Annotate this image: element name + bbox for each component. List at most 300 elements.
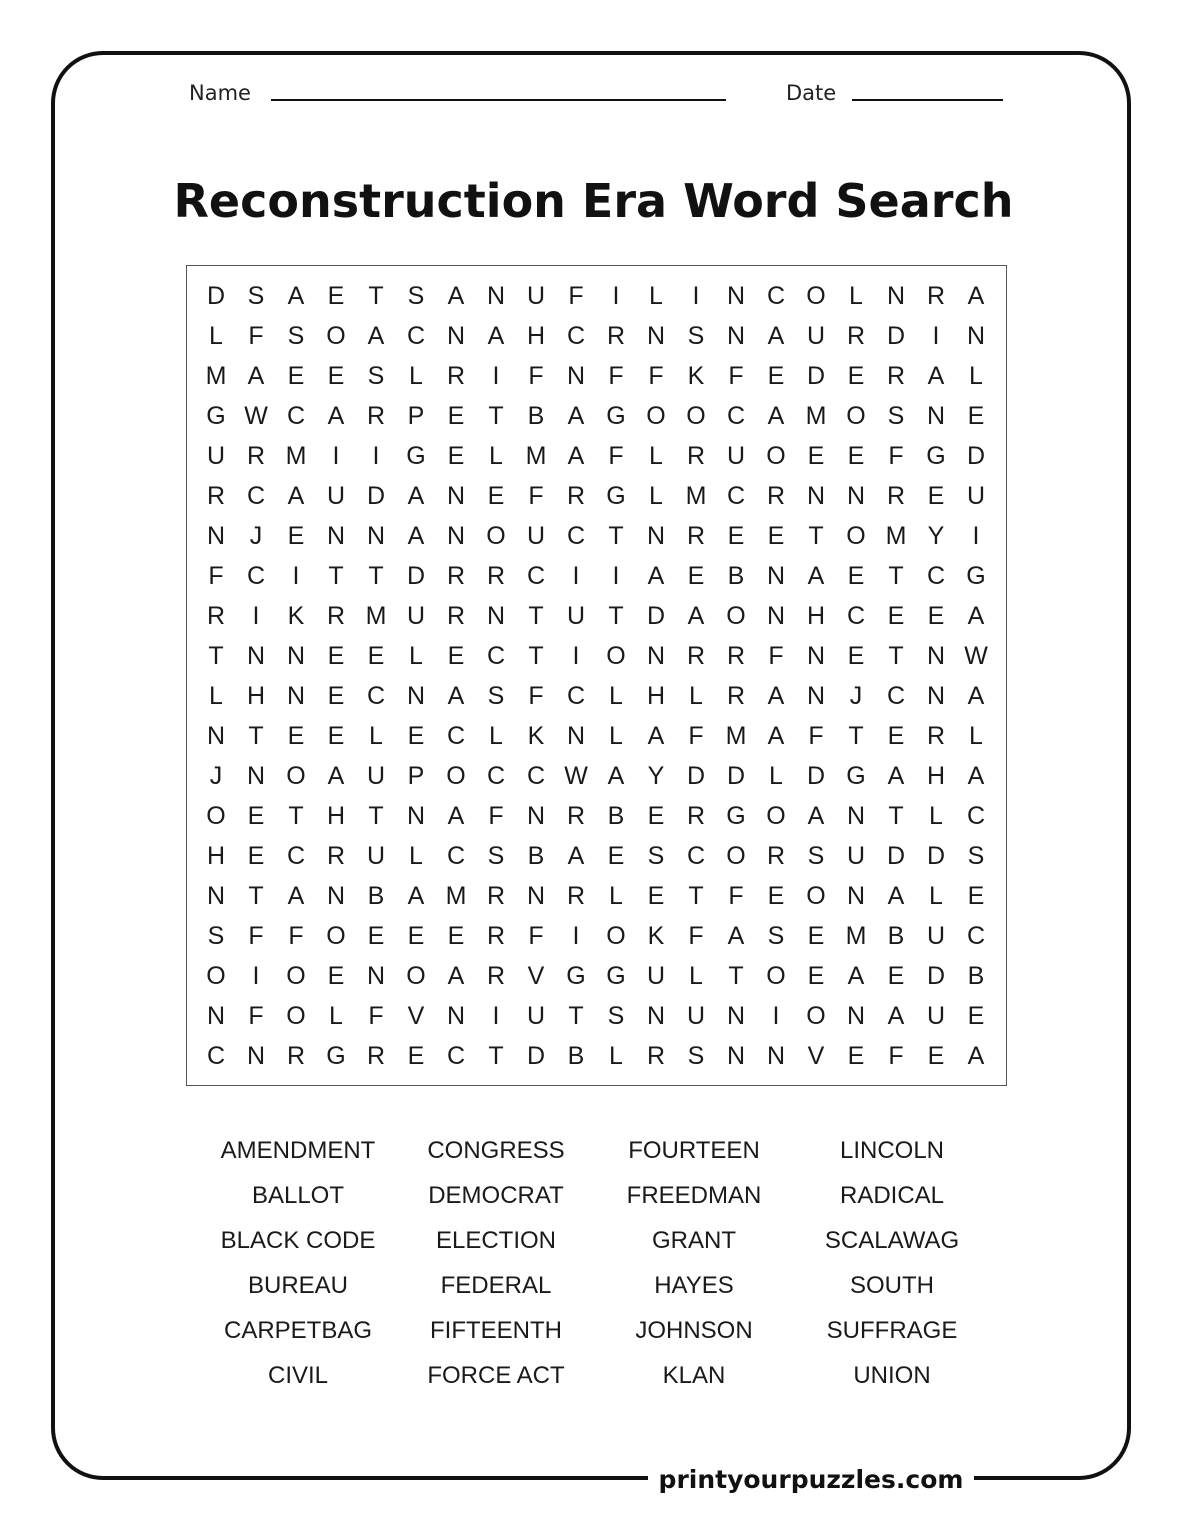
- grid-letter[interactable]: B: [887, 921, 905, 950]
- grid-letter[interactable]: O: [766, 801, 786, 830]
- grid-letter[interactable]: G: [566, 961, 586, 990]
- grid-letter[interactable]: G: [206, 401, 226, 430]
- grid-letter[interactable]: N: [206, 721, 226, 750]
- grid-letter[interactable]: A: [847, 961, 865, 990]
- grid-letter[interactable]: N: [966, 321, 986, 350]
- grid-letter[interactable]: F: [728, 881, 744, 910]
- grid-letter[interactable]: A: [647, 721, 665, 750]
- grid-letter[interactable]: E: [487, 481, 505, 510]
- grid-letter[interactable]: A: [287, 481, 305, 510]
- grid-letter[interactable]: R: [886, 481, 906, 510]
- grid-letter[interactable]: R: [206, 601, 226, 630]
- grid-letter[interactable]: F: [888, 441, 904, 470]
- grid-letter[interactable]: E: [847, 561, 865, 590]
- grid-letter[interactable]: T: [208, 641, 224, 670]
- grid-letter[interactable]: U: [366, 841, 386, 870]
- grid-letter[interactable]: D: [646, 601, 666, 630]
- grid-letter[interactable]: A: [327, 401, 345, 430]
- grid-letter[interactable]: C: [366, 681, 386, 710]
- grid-letter[interactable]: N: [726, 281, 746, 310]
- grid-letter[interactable]: E: [407, 721, 425, 750]
- grid-letter[interactable]: M: [445, 881, 467, 910]
- grid-letter[interactable]: I: [332, 441, 340, 470]
- grid-letter[interactable]: R: [246, 441, 266, 470]
- grid-letter[interactable]: R: [366, 1041, 386, 1070]
- grid-letter[interactable]: I: [372, 441, 380, 470]
- grid-letter[interactable]: T: [488, 1041, 504, 1070]
- grid-letter[interactable]: R: [486, 881, 506, 910]
- grid-letter[interactable]: R: [726, 681, 746, 710]
- grid-letter[interactable]: A: [567, 841, 585, 870]
- grid-letter[interactable]: E: [247, 841, 265, 870]
- grid-letter[interactable]: U: [526, 1001, 546, 1030]
- grid-letter[interactable]: D: [926, 841, 946, 870]
- grid-letter[interactable]: O: [606, 921, 626, 950]
- grid-letter[interactable]: O: [606, 641, 626, 670]
- grid-letter[interactable]: M: [525, 441, 547, 470]
- grid-letter[interactable]: O: [846, 521, 866, 550]
- grid-letter[interactable]: V: [807, 1041, 825, 1070]
- grid-letter[interactable]: A: [607, 761, 625, 790]
- grid-letter[interactable]: S: [967, 841, 985, 870]
- grid-letter[interactable]: L: [409, 361, 423, 390]
- grid-letter[interactable]: N: [286, 641, 306, 670]
- grid-letter[interactable]: O: [206, 801, 226, 830]
- grid-letter[interactable]: G: [406, 441, 426, 470]
- grid-letter[interactable]: A: [887, 1001, 905, 1030]
- grid-letter[interactable]: R: [486, 961, 506, 990]
- grid-letter[interactable]: U: [366, 761, 386, 790]
- grid-letter[interactable]: E: [407, 1041, 425, 1070]
- grid-letter[interactable]: U: [686, 1001, 706, 1030]
- grid-letter[interactable]: G: [606, 481, 626, 510]
- grid-letter[interactable]: U: [966, 481, 986, 510]
- grid-letter[interactable]: N: [406, 801, 426, 830]
- grid-letter[interactable]: C: [486, 641, 506, 670]
- grid-letter[interactable]: O: [326, 321, 346, 350]
- grid-letter[interactable]: N: [726, 1041, 746, 1070]
- grid-letter[interactable]: W: [964, 641, 988, 670]
- grid-letter[interactable]: N: [846, 1001, 866, 1030]
- grid-letter[interactable]: H: [246, 681, 266, 710]
- grid-letter[interactable]: C: [846, 601, 866, 630]
- grid-letter[interactable]: F: [488, 801, 504, 830]
- grid-letter[interactable]: F: [368, 1001, 384, 1030]
- grid-letter[interactable]: F: [688, 721, 704, 750]
- grid-letter[interactable]: A: [447, 961, 465, 990]
- grid-letter[interactable]: E: [887, 721, 905, 750]
- grid-letter[interactable]: N: [486, 601, 506, 630]
- grid-letter[interactable]: E: [287, 361, 305, 390]
- grid-letter[interactable]: E: [767, 521, 785, 550]
- grid-letter[interactable]: A: [967, 761, 985, 790]
- grid-letter[interactable]: E: [767, 881, 785, 910]
- grid-letter[interactable]: A: [967, 281, 985, 310]
- grid-letter[interactable]: E: [967, 881, 985, 910]
- grid-letter[interactable]: B: [607, 801, 625, 830]
- grid-letter[interactable]: E: [807, 921, 825, 950]
- grid-letter[interactable]: O: [286, 1001, 306, 1030]
- grid-letter[interactable]: T: [688, 881, 704, 910]
- grid-letter[interactable]: B: [967, 961, 985, 990]
- grid-letter[interactable]: O: [806, 881, 826, 910]
- grid-letter[interactable]: F: [768, 641, 784, 670]
- grid-letter[interactable]: S: [487, 681, 505, 710]
- grid-letter[interactable]: R: [366, 401, 386, 430]
- grid-letter[interactable]: I: [932, 321, 940, 350]
- grid-letter[interactable]: E: [887, 601, 905, 630]
- grid-letter[interactable]: O: [446, 761, 466, 790]
- grid-letter[interactable]: C: [686, 841, 706, 870]
- grid-letter[interactable]: U: [926, 1001, 946, 1030]
- grid-letter[interactable]: E: [287, 521, 305, 550]
- grid-letter[interactable]: Y: [927, 521, 945, 550]
- grid-letter[interactable]: E: [607, 841, 625, 870]
- grid-letter[interactable]: E: [287, 721, 305, 750]
- grid-letter[interactable]: N: [646, 641, 666, 670]
- grid-letter[interactable]: K: [527, 721, 545, 750]
- grid-letter[interactable]: L: [409, 641, 423, 670]
- grid-letter[interactable]: A: [887, 761, 905, 790]
- grid-letter[interactable]: O: [806, 1001, 826, 1030]
- grid-letter[interactable]: C: [246, 561, 266, 590]
- grid-letter[interactable]: D: [806, 761, 826, 790]
- grid-letter[interactable]: M: [805, 401, 827, 430]
- grid-letter[interactable]: A: [407, 521, 425, 550]
- grid-letter[interactable]: E: [967, 401, 985, 430]
- grid-letter[interactable]: B: [367, 881, 385, 910]
- grid-letter[interactable]: L: [649, 281, 663, 310]
- grid-letter[interactable]: S: [367, 361, 385, 390]
- grid-letter[interactable]: E: [367, 921, 385, 950]
- grid-letter[interactable]: N: [646, 1001, 666, 1030]
- grid-letter[interactable]: C: [446, 841, 466, 870]
- grid-letter[interactable]: L: [489, 721, 503, 750]
- grid-letter[interactable]: R: [486, 561, 506, 590]
- grid-letter[interactable]: N: [926, 401, 946, 430]
- grid-letter[interactable]: T: [888, 561, 904, 590]
- grid-letter[interactable]: L: [489, 441, 503, 470]
- grid-letter[interactable]: C: [966, 801, 986, 830]
- grid-letter[interactable]: D: [886, 841, 906, 870]
- grid-letter[interactable]: E: [727, 521, 745, 550]
- grid-letter[interactable]: G: [726, 801, 746, 830]
- grid-letter[interactable]: I: [252, 961, 260, 990]
- grid-letter[interactable]: S: [807, 841, 825, 870]
- grid-letter[interactable]: E: [247, 801, 265, 830]
- grid-letter[interactable]: L: [609, 1041, 623, 1070]
- grid-letter[interactable]: O: [326, 921, 346, 950]
- grid-letter[interactable]: C: [526, 761, 546, 790]
- grid-letter[interactable]: U: [406, 601, 426, 630]
- grid-letter[interactable]: H: [646, 681, 666, 710]
- grid-letter[interactable]: E: [327, 961, 345, 990]
- grid-letter[interactable]: L: [609, 721, 623, 750]
- grid-letter[interactable]: O: [726, 601, 746, 630]
- grid-letter[interactable]: D: [206, 281, 226, 310]
- grid-letter[interactable]: R: [446, 561, 466, 590]
- grid-letter[interactable]: T: [368, 801, 384, 830]
- grid-letter[interactable]: E: [847, 361, 865, 390]
- grid-letter[interactable]: M: [205, 361, 227, 390]
- grid-letter[interactable]: U: [206, 441, 226, 470]
- grid-letter[interactable]: R: [886, 361, 906, 390]
- grid-letter[interactable]: H: [526, 321, 546, 350]
- grid-letter[interactable]: L: [849, 281, 863, 310]
- grid-letter[interactable]: Y: [647, 761, 665, 790]
- grid-letter[interactable]: S: [247, 281, 265, 310]
- grid-letter[interactable]: A: [767, 321, 785, 350]
- grid-letter[interactable]: E: [407, 921, 425, 950]
- grid-letter[interactable]: O: [406, 961, 426, 990]
- grid-letter[interactable]: A: [767, 721, 785, 750]
- grid-letter[interactable]: U: [726, 441, 746, 470]
- grid-letter[interactable]: T: [888, 801, 904, 830]
- grid-letter[interactable]: E: [327, 641, 345, 670]
- grid-letter[interactable]: S: [767, 921, 785, 950]
- grid-letter[interactable]: R: [846, 321, 866, 350]
- grid-letter[interactable]: N: [326, 521, 346, 550]
- grid-letter[interactable]: R: [726, 641, 746, 670]
- grid-letter[interactable]: A: [247, 361, 265, 390]
- grid-letter[interactable]: A: [407, 481, 425, 510]
- grid-letter[interactable]: R: [606, 321, 626, 350]
- grid-letter[interactable]: E: [847, 1041, 865, 1070]
- grid-letter[interactable]: O: [286, 961, 306, 990]
- grid-letter[interactable]: A: [287, 281, 305, 310]
- grid-letter[interactable]: A: [967, 601, 985, 630]
- grid-letter[interactable]: V: [527, 961, 545, 990]
- grid-letter[interactable]: K: [687, 361, 705, 390]
- grid-letter[interactable]: A: [327, 761, 345, 790]
- grid-letter[interactable]: A: [927, 361, 945, 390]
- grid-letter[interactable]: M: [725, 721, 747, 750]
- grid-letter[interactable]: N: [526, 801, 546, 830]
- grid-letter[interactable]: N: [406, 681, 426, 710]
- grid-letter[interactable]: N: [846, 801, 866, 830]
- grid-letter[interactable]: D: [686, 761, 706, 790]
- grid-letter[interactable]: L: [609, 881, 623, 910]
- grid-letter[interactable]: P: [407, 761, 425, 790]
- grid-letter[interactable]: N: [646, 521, 666, 550]
- grid-letter[interactable]: L: [369, 721, 383, 750]
- grid-letter[interactable]: C: [566, 521, 586, 550]
- grid-letter[interactable]: T: [328, 561, 344, 590]
- grid-letter[interactable]: C: [726, 481, 746, 510]
- grid-letter[interactable]: W: [244, 401, 268, 430]
- grid-letter[interactable]: A: [287, 881, 305, 910]
- grid-letter[interactable]: A: [727, 921, 745, 950]
- grid-letter[interactable]: F: [528, 361, 544, 390]
- grid-letter[interactable]: A: [647, 561, 665, 590]
- grid-letter[interactable]: J: [849, 681, 863, 710]
- grid-letter[interactable]: D: [806, 361, 826, 390]
- grid-letter[interactable]: R: [566, 801, 586, 830]
- grid-letter[interactable]: I: [612, 561, 620, 590]
- grid-letter[interactable]: A: [447, 281, 465, 310]
- grid-letter[interactable]: D: [726, 761, 746, 790]
- grid-letter[interactable]: C: [726, 401, 746, 430]
- grid-letter[interactable]: T: [288, 801, 304, 830]
- grid-letter[interactable]: A: [807, 801, 825, 830]
- grid-letter[interactable]: D: [366, 481, 386, 510]
- grid-letter[interactable]: L: [689, 681, 703, 710]
- grid-letter[interactable]: H: [926, 761, 946, 790]
- grid-letter[interactable]: F: [888, 1041, 904, 1070]
- grid-letter[interactable]: R: [326, 841, 346, 870]
- grid-letter[interactable]: R: [686, 801, 706, 830]
- grid-letter[interactable]: L: [969, 361, 983, 390]
- grid-letter[interactable]: J: [249, 521, 263, 550]
- grid-letter[interactable]: R: [446, 361, 466, 390]
- grid-letter[interactable]: N: [806, 681, 826, 710]
- grid-letter[interactable]: R: [286, 1041, 306, 1070]
- grid-letter[interactable]: U: [926, 921, 946, 950]
- grid-letter[interactable]: O: [646, 401, 666, 430]
- grid-letter[interactable]: M: [845, 921, 867, 950]
- grid-letter[interactable]: U: [566, 601, 586, 630]
- grid-letter[interactable]: N: [246, 1041, 266, 1070]
- grid-letter[interactable]: A: [567, 441, 585, 470]
- grid-letter[interactable]: R: [326, 601, 346, 630]
- grid-letter[interactable]: C: [406, 321, 426, 350]
- grid-letter[interactable]: N: [446, 321, 466, 350]
- grid-letter[interactable]: A: [807, 561, 825, 590]
- grid-letter[interactable]: E: [847, 641, 865, 670]
- grid-letter[interactable]: L: [769, 761, 783, 790]
- grid-letter[interactable]: N: [446, 521, 466, 550]
- grid-letter[interactable]: N: [766, 1041, 786, 1070]
- grid-letter[interactable]: I: [572, 921, 580, 950]
- grid-letter[interactable]: N: [846, 881, 866, 910]
- grid-letter[interactable]: L: [209, 681, 223, 710]
- grid-letter[interactable]: F: [568, 281, 584, 310]
- grid-letter[interactable]: N: [766, 561, 786, 590]
- grid-letter[interactable]: E: [927, 481, 945, 510]
- grid-letter[interactable]: M: [285, 441, 307, 470]
- grid-letter[interactable]: F: [608, 361, 624, 390]
- grid-letter[interactable]: R: [766, 481, 786, 510]
- grid-letter[interactable]: U: [646, 961, 666, 990]
- grid-letter[interactable]: O: [486, 521, 506, 550]
- grid-letter[interactable]: C: [446, 1041, 466, 1070]
- grid-letter[interactable]: F: [248, 321, 264, 350]
- grid-letter[interactable]: R: [686, 521, 706, 550]
- grid-letter[interactable]: R: [566, 481, 586, 510]
- grid-letter[interactable]: E: [447, 921, 465, 950]
- grid-letter[interactable]: A: [567, 401, 585, 430]
- grid-letter[interactable]: A: [887, 881, 905, 910]
- grid-letter[interactable]: R: [686, 441, 706, 470]
- grid-letter[interactable]: F: [688, 921, 704, 950]
- grid-letter[interactable]: L: [969, 721, 983, 750]
- grid-letter[interactable]: I: [772, 1001, 780, 1030]
- grid-letter[interactable]: E: [447, 401, 465, 430]
- grid-letter[interactable]: S: [647, 841, 665, 870]
- grid-letter[interactable]: F: [248, 1001, 264, 1030]
- grid-letter[interactable]: B: [727, 561, 745, 590]
- grid-letter[interactable]: N: [566, 721, 586, 750]
- grid-letter[interactable]: A: [407, 881, 425, 910]
- grid-letter[interactable]: N: [326, 881, 346, 910]
- grid-letter[interactable]: L: [929, 801, 943, 830]
- grid-letter[interactable]: E: [647, 881, 665, 910]
- grid-letter[interactable]: D: [966, 441, 986, 470]
- grid-letter[interactable]: R: [646, 1041, 666, 1070]
- grid-letter[interactable]: R: [686, 641, 706, 670]
- grid-letter[interactable]: I: [572, 641, 580, 670]
- grid-letter[interactable]: D: [926, 961, 946, 990]
- grid-letter[interactable]: E: [887, 961, 905, 990]
- grid-letter[interactable]: E: [767, 361, 785, 390]
- grid-letter[interactable]: N: [806, 641, 826, 670]
- grid-letter[interactable]: S: [487, 841, 505, 870]
- grid-letter[interactable]: T: [368, 281, 384, 310]
- grid-letter[interactable]: F: [528, 681, 544, 710]
- grid-letter[interactable]: N: [806, 481, 826, 510]
- grid-letter[interactable]: T: [888, 641, 904, 670]
- grid-letter[interactable]: E: [927, 601, 945, 630]
- grid-letter[interactable]: N: [246, 641, 266, 670]
- grid-letter[interactable]: N: [646, 321, 666, 350]
- grid-letter[interactable]: V: [407, 1001, 425, 1030]
- grid-letter[interactable]: U: [326, 481, 346, 510]
- grid-letter[interactable]: N: [766, 601, 786, 630]
- grid-letter[interactable]: A: [487, 321, 505, 350]
- grid-letter[interactable]: F: [728, 361, 744, 390]
- grid-letter[interactable]: R: [926, 281, 946, 310]
- grid-letter[interactable]: N: [206, 881, 226, 910]
- grid-letter[interactable]: I: [572, 561, 580, 590]
- grid-letter[interactable]: A: [367, 321, 385, 350]
- grid-letter[interactable]: E: [807, 441, 825, 470]
- grid-letter[interactable]: E: [327, 281, 345, 310]
- grid-letter[interactable]: H: [806, 601, 826, 630]
- grid-letter[interactable]: T: [368, 561, 384, 590]
- grid-letter[interactable]: N: [446, 1001, 466, 1030]
- grid-letter[interactable]: M: [685, 481, 707, 510]
- grid-letter[interactable]: F: [528, 481, 544, 510]
- grid-letter[interactable]: A: [767, 681, 785, 710]
- grid-letter[interactable]: L: [609, 681, 623, 710]
- grid-letter[interactable]: T: [248, 721, 264, 750]
- grid-letter[interactable]: F: [648, 361, 664, 390]
- grid-letter[interactable]: E: [967, 1001, 985, 1030]
- grid-letter[interactable]: F: [808, 721, 824, 750]
- grid-letter[interactable]: O: [686, 401, 706, 430]
- grid-letter[interactable]: C: [286, 841, 306, 870]
- grid-letter[interactable]: T: [848, 721, 864, 750]
- grid-letter[interactable]: D: [526, 1041, 546, 1070]
- grid-letter[interactable]: U: [526, 281, 546, 310]
- grid-letter[interactable]: C: [766, 281, 786, 310]
- grid-letter[interactable]: F: [248, 921, 264, 950]
- grid-letter[interactable]: A: [967, 681, 985, 710]
- grid-letter[interactable]: I: [292, 561, 300, 590]
- grid-letter[interactable]: C: [246, 481, 266, 510]
- grid-letter[interactable]: O: [766, 441, 786, 470]
- grid-letter[interactable]: F: [288, 921, 304, 950]
- grid-letter[interactable]: U: [806, 321, 826, 350]
- grid-letter[interactable]: E: [647, 801, 665, 830]
- grid-letter[interactable]: S: [607, 1001, 625, 1030]
- grid-letter[interactable]: G: [926, 441, 946, 470]
- grid-letter[interactable]: C: [206, 1041, 226, 1070]
- grid-letter[interactable]: A: [447, 801, 465, 830]
- grid-letter[interactable]: N: [726, 321, 746, 350]
- grid-letter[interactable]: R: [766, 841, 786, 870]
- grid-letter[interactable]: C: [566, 681, 586, 710]
